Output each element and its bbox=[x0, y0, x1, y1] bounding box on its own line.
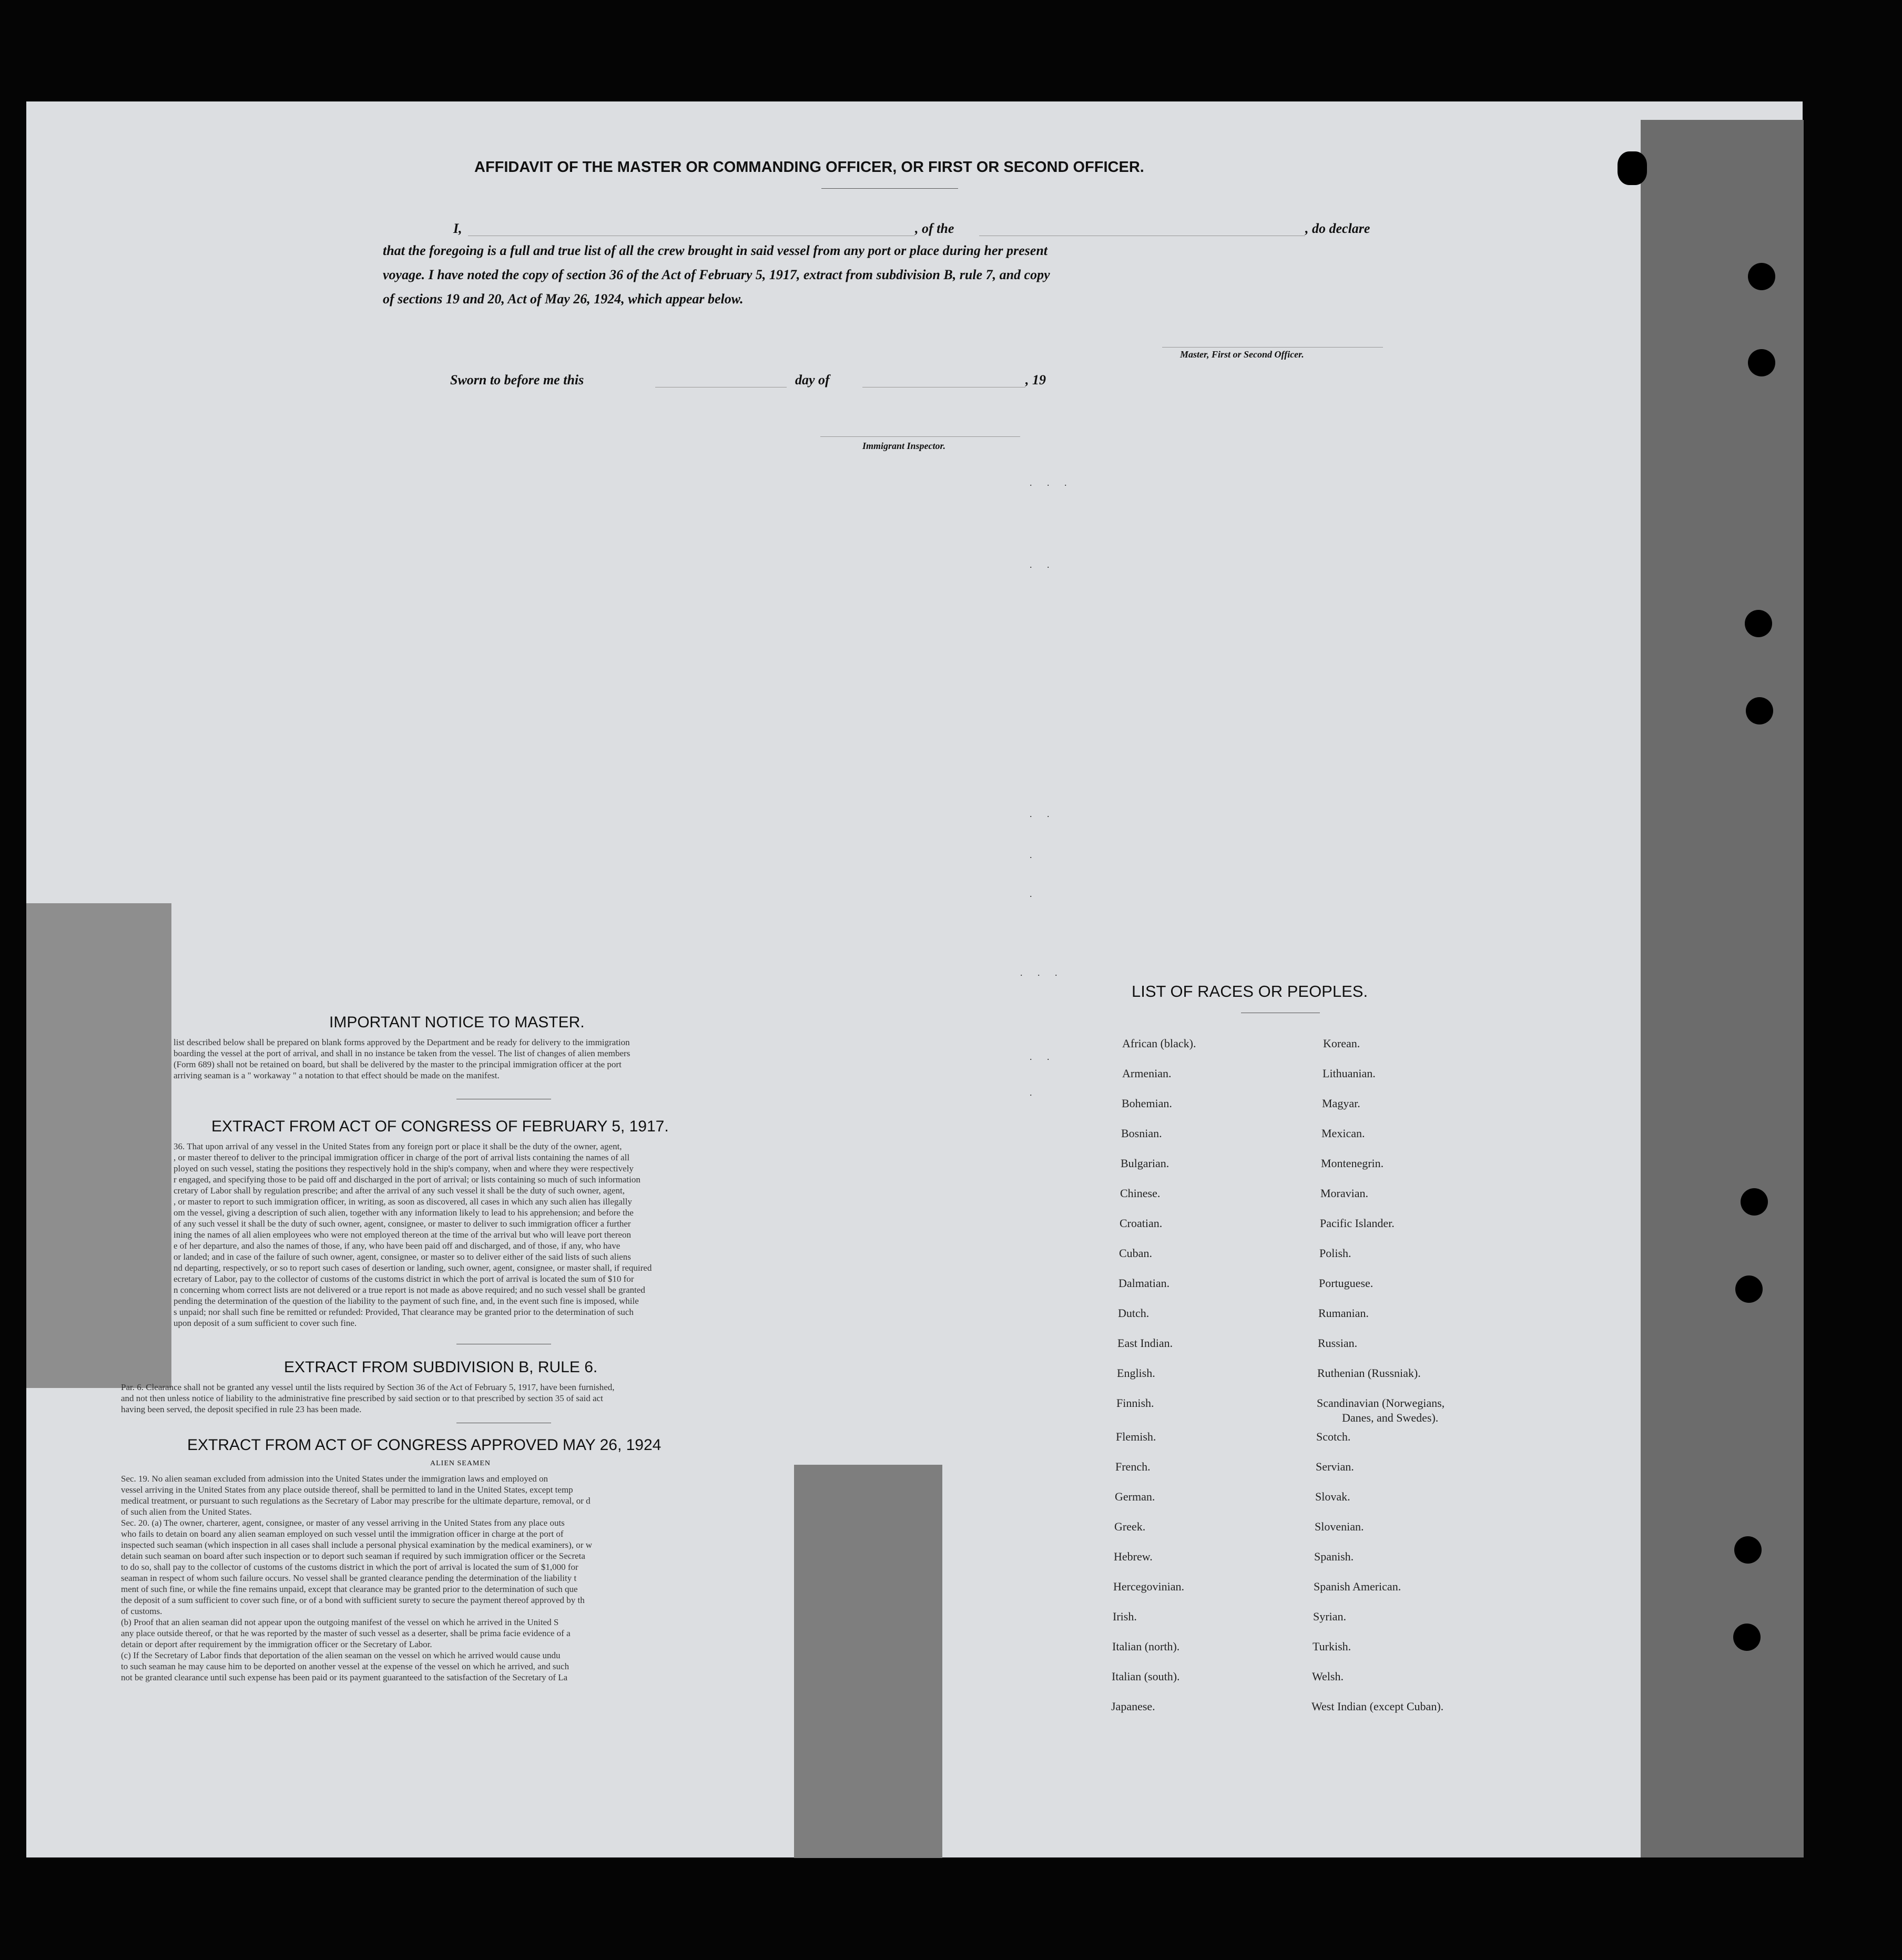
extract-1924-title: EXTRACT FROM ACT OF CONGRESS APPROVED MAY 26, 1924 bbox=[187, 1436, 662, 1454]
dot-marks: . bbox=[1030, 850, 1039, 860]
race-item: Greek. bbox=[1114, 1520, 1146, 1533]
extract-line: e of her departure, and also the names of those, if any, who have been paid off and discharged, and of those, if any, who have bbox=[174, 1241, 621, 1251]
punch-hole bbox=[1745, 610, 1772, 637]
race-item: French. bbox=[1115, 1460, 1151, 1473]
extract-line: the deposit of a sum sufficient to cover such fine, or of a bond with sufficient surety to secure the payment thereof approved by th bbox=[121, 1595, 585, 1605]
race-item: Magyar. bbox=[1322, 1097, 1360, 1110]
race-item: Italian (north). bbox=[1112, 1640, 1180, 1653]
punch-hole bbox=[1734, 1536, 1762, 1564]
dot-marks: . . bbox=[1030, 1052, 1056, 1062]
extract-1924-subtitle: ALIEN SEAMEN bbox=[430, 1459, 491, 1467]
tape-strip bbox=[26, 903, 171, 1388]
dot-marks: . . . bbox=[1030, 477, 1073, 488]
race-item: Bohemian. bbox=[1122, 1097, 1172, 1110]
race-item: Ruthenian (Russniak). bbox=[1317, 1366, 1421, 1380]
extract-line: medical treatment, or pursuant to such regulations as the Secretary of Labor may prescribe for the ultimate departure, removal, or d bbox=[121, 1496, 591, 1506]
race-item: Hebrew. bbox=[1114, 1550, 1153, 1563]
race-item-continued: Danes, and Swedes). bbox=[1342, 1411, 1439, 1424]
extract-line: detain or deport after requirement by the immigration officer or the Secretary of Labor. bbox=[121, 1639, 432, 1649]
extract-1924-body bbox=[121, 1473, 592, 1683]
race-item: Russian. bbox=[1318, 1336, 1358, 1350]
race-item: Slovenian. bbox=[1315, 1520, 1364, 1533]
race-item: Korean. bbox=[1323, 1037, 1360, 1050]
race-item: Lithuanian. bbox=[1323, 1067, 1376, 1080]
race-item: West Indian (except Cuban). bbox=[1311, 1700, 1444, 1713]
race-item: Dalmatian. bbox=[1118, 1277, 1170, 1290]
tape-strip bbox=[794, 1465, 942, 1858]
extract-line: any place outside thereof, or that he was reported by the master of such vessel as a deserter, shall be prima facie evidence of a bbox=[121, 1628, 571, 1638]
extract-line: or landed; and in case of the failure of such owner, agent, consignee, or master so to deliver either of the said lists of such aliens bbox=[174, 1252, 631, 1262]
race-item: Croatian. bbox=[1120, 1217, 1163, 1230]
race-item: Mexican. bbox=[1321, 1127, 1365, 1140]
race-item: English. bbox=[1117, 1366, 1155, 1380]
punch-hole bbox=[1748, 263, 1775, 290]
extract-line: ment of such fine, or while the fine remains unpaid, except that clearance may be granted prior to the determination of such que bbox=[121, 1584, 578, 1594]
punch-hole bbox=[1618, 151, 1647, 185]
race-item: Bosnian. bbox=[1121, 1127, 1162, 1140]
race-item: Chinese. bbox=[1120, 1187, 1161, 1200]
extract-line: to do so, shall pay to the collector of customs of the customs district in which the port of arrival is located the sum of $1,000 for bbox=[121, 1562, 578, 1572]
race-item: Flemish. bbox=[1116, 1430, 1156, 1443]
affidavit-line: voyage. I have noted the copy of section 36 of the Act of February 5, 1917, extract from subdivision B, rule 7, and copy bbox=[383, 267, 1050, 282]
extract-1917-body bbox=[174, 1141, 652, 1329]
signature-label: Master, First or Second Officer. bbox=[1180, 349, 1304, 360]
extract-line: n concerning whom correct lists are not delivered or a true report is not made as above required; and no such vessel shall be granted bbox=[174, 1285, 645, 1295]
inspector-label: Immigrant Inspector. bbox=[862, 441, 946, 451]
dot-marks: . . . bbox=[1020, 967, 1064, 978]
race-item: Montenegrin. bbox=[1321, 1157, 1384, 1170]
affidavit-i: I, bbox=[453, 221, 462, 236]
race-item: Bulgarian. bbox=[1121, 1157, 1169, 1170]
race-item: Dutch. bbox=[1118, 1306, 1150, 1320]
races-title: LIST OF RACES OR PEOPLES. bbox=[1132, 982, 1368, 1001]
sworn-text: Sworn to before me this bbox=[450, 372, 584, 387]
race-item: Italian (south). bbox=[1112, 1670, 1180, 1683]
affidavit-line: of sections 19 and 20, Act of May 26, 1924, which appear below. bbox=[383, 291, 744, 307]
index-tab bbox=[1641, 120, 1804, 1857]
race-item: Welsh. bbox=[1312, 1670, 1344, 1683]
punch-hole bbox=[1748, 349, 1775, 376]
dot-marks: . . bbox=[1030, 559, 1056, 570]
inspector-field bbox=[820, 436, 1020, 437]
punch-hole bbox=[1735, 1275, 1763, 1303]
extract-line: of customs. bbox=[121, 1606, 162, 1616]
notice-line: boarding the vessel at the port of arrival, and shall in no instance be taken from the vessel. The list of changes of alien members bbox=[174, 1048, 630, 1058]
extract-line: , or master thereof to deliver to the principal immigration officer in charge of the port of arrival lists containing the names of all bbox=[174, 1152, 630, 1162]
extract-line: who fails to detain on board any alien seaman employed on such vessel until the immigration officer in charge at the port of bbox=[121, 1529, 564, 1539]
race-item: Pacific Islander. bbox=[1320, 1217, 1395, 1230]
affidavit-of: , of the bbox=[915, 221, 954, 236]
race-item: Finnish. bbox=[1116, 1396, 1154, 1410]
subdivision-b-body bbox=[121, 1382, 615, 1415]
signature-field bbox=[1162, 347, 1383, 348]
divider bbox=[821, 188, 958, 189]
extract-line: ployed on such vessel, stating the positions they respectively hold in the ship's company, when and where they were respectively bbox=[174, 1163, 634, 1173]
dot-marks: . bbox=[1030, 889, 1039, 899]
extract-line: detain such seaman on board after such inspection or to deport such seaman if required by such immigration officer or the Secreta bbox=[121, 1551, 585, 1561]
notice-title: IMPORTANT NOTICE TO MASTER. bbox=[329, 1014, 585, 1031]
race-item: German. bbox=[1115, 1490, 1155, 1503]
subdivision-b-title: EXTRACT FROM SUBDIVISION B, RULE 6. bbox=[284, 1359, 598, 1376]
notice-body bbox=[174, 1037, 630, 1081]
year-text: , 19 bbox=[1025, 372, 1046, 387]
race-item: Japanese. bbox=[1111, 1700, 1155, 1713]
race-item: Syrian. bbox=[1313, 1610, 1346, 1623]
notice-line: arriving seaman is a " workaway " a notation to that effect should be made on the manifest. bbox=[174, 1070, 500, 1080]
extract-line: ining the names of all alien employees who were not employed thereon at the time of the arrival but who will leave port thereon bbox=[174, 1230, 632, 1240]
extract-line: Sec. 20. (a) The owner, charterer, agent, consignee, or master of any vessel arriving in the United States from any place outs bbox=[121, 1518, 565, 1528]
extract-line: Sec. 19. No alien seaman excluded from admission into the United States under the immigration laws and employed on bbox=[121, 1474, 548, 1484]
extract-line: (c) If the Secretary of Labor finds that deportation of the alien seaman on the vessel on which he arrived would cause undu bbox=[121, 1650, 561, 1660]
extract-line: ecretary of Labor, pay to the collector of customs of the customs district in which the port of arrival is located the sum of $10 for bbox=[174, 1274, 634, 1284]
extract-line: inspected such seaman (which inspection in all cases shall include a personal physical examination by the medical examiners), or w bbox=[121, 1540, 592, 1550]
race-item: Cuban. bbox=[1119, 1247, 1152, 1260]
notice-line: (Form 689) shall not be retained on board, but shall be delivered by the master to the principal immigration officer at the port bbox=[174, 1059, 622, 1069]
race-item: Hercegovinian. bbox=[1113, 1580, 1184, 1593]
punch-hole bbox=[1741, 1188, 1768, 1216]
race-item: Scandinavian (Norwegians, bbox=[1317, 1396, 1445, 1410]
extract-line: having been served, the deposit specified in rule 23 has been made. bbox=[121, 1404, 362, 1414]
extract-line: seaman in respect of whom such failure occurs. No vessel shall be granted clearance pending the determination of the liability t bbox=[121, 1573, 577, 1583]
extract-line: nd departing, respectively, or so to report such cases of desertion or landing, such owner, agent, consignee, or master shall, if required bbox=[174, 1263, 652, 1273]
race-item: African (black). bbox=[1122, 1037, 1196, 1050]
extract-line: upon deposit of a sum sufficient to cover such fine. bbox=[174, 1318, 357, 1328]
extract-line: to such seaman he may cause him to be deported on another vessel at the expense of the vessel on which he arrived, and such bbox=[121, 1661, 569, 1671]
race-item: East Indian. bbox=[1117, 1336, 1173, 1350]
race-item: Turkish. bbox=[1313, 1640, 1351, 1653]
race-item: Moravian. bbox=[1320, 1187, 1369, 1200]
extract-line: , or master to report to such immigration officer, in writing, as soon as discovered, all cases in which any such alien has illegally bbox=[174, 1197, 632, 1207]
extract-line: of any such vessel it shall be the duty of such owner, agent, consignee, or master to deliver to such immigration officer a further bbox=[174, 1219, 631, 1229]
race-item: Portuguese. bbox=[1319, 1277, 1374, 1290]
extract-line: Par. 6. Clearance shall not be granted any vessel until the lists required by Section 36 of the Act of February 5, 1917, have been furnished, bbox=[121, 1382, 615, 1392]
day-of-text: day of bbox=[795, 372, 830, 387]
affidavit-declare: , do declare bbox=[1305, 221, 1370, 236]
extract-line: 36. That upon arrival of any vessel in the United States from any foreign port or place it shall be the duty of the owner, agent, bbox=[174, 1141, 622, 1151]
punch-hole bbox=[1746, 697, 1773, 724]
affidavit-title: AFFIDAVIT OF THE MASTER OR COMMANDING OFFICER, OR FIRST OR SECOND OFFICER. bbox=[474, 159, 1144, 176]
race-item: Polish. bbox=[1319, 1247, 1351, 1260]
extract-line: not be granted clearance until such expense has been paid or its payment guaranteed to the satisfaction of the Secretary of La bbox=[121, 1672, 568, 1682]
extract-line: r engaged, and specifying those to be paid off and discharged in the port of arrival; or lists containing so much of such information bbox=[174, 1175, 640, 1185]
notice-line: list described below shall be prepared on blank forms approved by the Department and be ready for delivery to the immigration bbox=[174, 1037, 630, 1047]
race-item: Spanish American. bbox=[1314, 1580, 1401, 1593]
dot-marks: . bbox=[1030, 1087, 1039, 1098]
race-item: Scotch. bbox=[1316, 1430, 1351, 1443]
race-item: Irish. bbox=[1113, 1610, 1137, 1623]
extract-line: om the vessel, giving a description of such alien, together with any information likely to lead to his apprehension; and before the bbox=[174, 1208, 634, 1218]
dot-marks: . . bbox=[1030, 809, 1056, 819]
extract-1917-title: EXTRACT FROM ACT OF CONGRESS OF FEBRUARY 5, 1917. bbox=[211, 1118, 669, 1135]
extract-line: of such alien from the United States. bbox=[121, 1507, 252, 1517]
extract-line: s unpaid; nor shall such fine be remitted or refunded: Provided, That clearance may be granted prior to the determination of such bbox=[174, 1307, 634, 1317]
race-item: Rumanian. bbox=[1318, 1306, 1369, 1320]
punch-hole bbox=[1733, 1624, 1761, 1651]
extract-line: cretary of Labor shall by regulation prescribe; and after the arrival of any such vessel it shall be the duty of such owner, agent, bbox=[174, 1186, 625, 1196]
extract-line: (b) Proof that an alien seaman did not appear upon the outgoing manifest of the vessel on which he arrived in the United S bbox=[121, 1617, 559, 1627]
race-item: Spanish. bbox=[1314, 1550, 1354, 1563]
race-item: Slovak. bbox=[1315, 1490, 1350, 1503]
extract-line: pending the determination of the question of the liability to the payment of such fine, and, in the event such fine is imposed, while bbox=[174, 1296, 639, 1306]
race-item: Armenian. bbox=[1122, 1067, 1172, 1080]
affidavit-line: that the foregoing is a full and true list of all the crew brought in said vessel from any port or place during her present bbox=[383, 243, 1048, 258]
race-item: Servian. bbox=[1316, 1460, 1354, 1473]
extract-line: and not then unless notice of liability to the administrative fine prescribed by said section or to that prescribed by section 35 of said act bbox=[121, 1393, 603, 1403]
extract-line: vessel arriving in the United States from any place outside thereof, shall be permitted to land in the United States, except temp bbox=[121, 1485, 573, 1495]
